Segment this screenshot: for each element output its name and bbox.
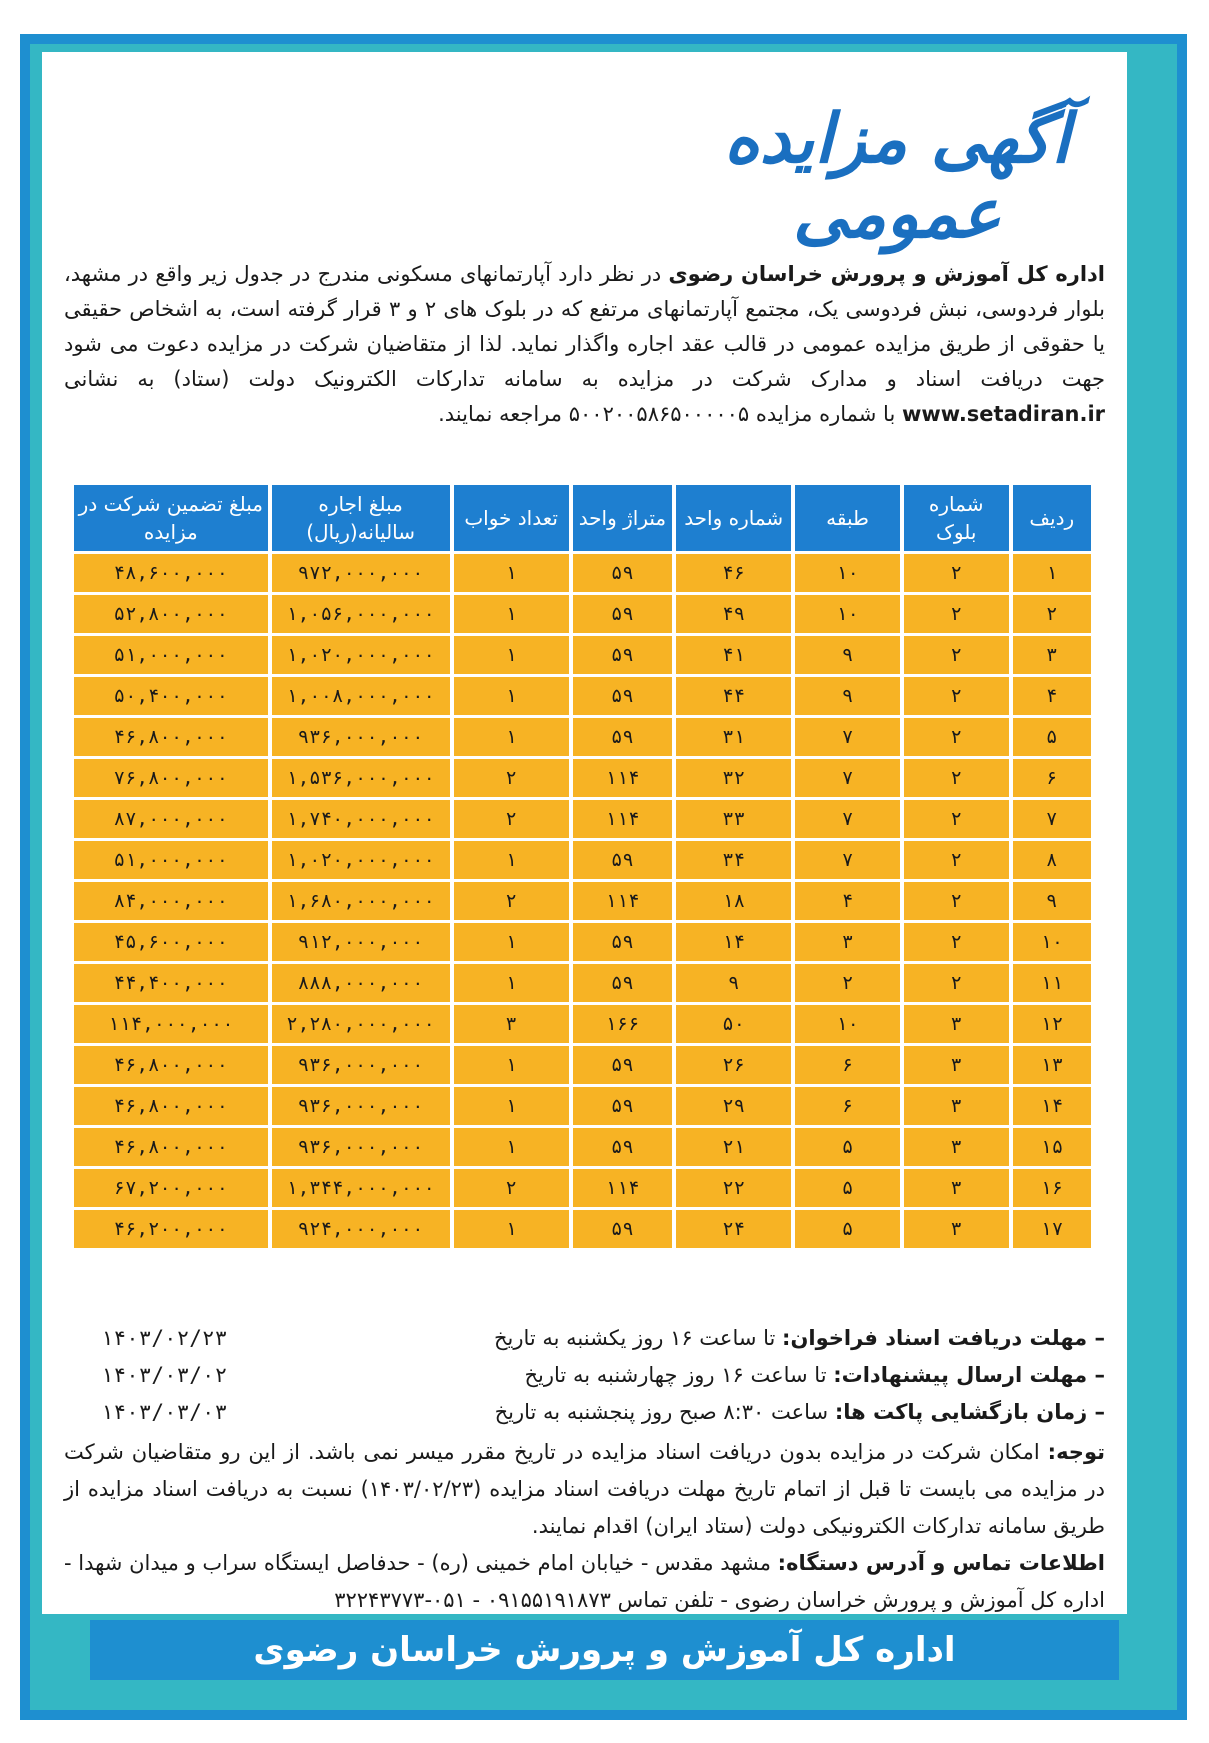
table-cell: ۴۵,۶۰۰,۰۰۰ xyxy=(74,923,268,961)
table-header-cell: مبلغ اجاره سالیانه(ریال) xyxy=(272,485,450,551)
table-cell: ۸۷,۰۰۰,۰۰۰ xyxy=(74,800,268,838)
deadline-row xyxy=(64,1394,1105,1431)
table-cell: ۱۱ xyxy=(1013,964,1091,1002)
table-cell: ۲ xyxy=(904,923,1009,961)
table-cell: ۸۴,۰۰۰,۰۰۰ xyxy=(74,882,268,920)
table-cell: ۲ xyxy=(1013,595,1091,633)
table-header-row xyxy=(74,485,1091,551)
table-cell: ۹۳۶,۰۰۰,۰۰۰ xyxy=(272,1046,450,1084)
intro-text-2: با شماره مزایده ۵۰۰۲۰۰۵۸۶۵۰۰۰۰۰۵ مراجعه نمایند. xyxy=(438,402,902,426)
table-cell: ۱ xyxy=(454,923,569,961)
table-cell: ۵۹ xyxy=(573,923,672,961)
notice-paragraph: توجه: امکان شرکت در مزایده بدون دریافت اسناد مزایده در تاریخ مقرر میسر نمی باشد. از این رو متقاضیان شرکت در مزایده می بایست تا قبل از اتمام تاریخ مهلت دریافت اسناد مزایده (۱۴۰۳/۰۲/۲۳) نسبت به دریافت اسناد مزایده از طریق سامانه تدارکات الکترونیکی دولت (ستاد ایران) اقدام نمایند. xyxy=(64,1440,1106,1538)
table-cell: ۱ xyxy=(454,841,569,879)
announcement-title: آگهی مزایده عمومی xyxy=(723,99,1071,254)
table-cell: ۵ xyxy=(1013,718,1091,756)
table-cell: ۹۳۶,۰۰۰,۰۰۰ xyxy=(272,1087,450,1125)
table-cell: ۱,۰۵۶,۰۰۰,۰۰۰ xyxy=(272,595,450,633)
table-cell: ۱۳ xyxy=(1013,1046,1091,1084)
table-cell: ۲ xyxy=(795,964,900,1002)
table-row xyxy=(74,1087,1091,1125)
table-row xyxy=(74,636,1091,674)
table-cell: ۵۹ xyxy=(573,1128,672,1166)
announcement-paper xyxy=(42,52,1127,1614)
table-cell: ۲۱ xyxy=(676,1128,791,1166)
table-cell: ۵۹ xyxy=(573,841,672,879)
table-cell: ۱۴ xyxy=(676,923,791,961)
table-cell: ۳۱ xyxy=(676,718,791,756)
table-cell: ۵۰,۴۰۰,۰۰۰ xyxy=(74,677,268,715)
table-cell: ۱ xyxy=(454,718,569,756)
table-cell: ۵ xyxy=(795,1210,900,1248)
table-row xyxy=(74,677,1091,715)
table-header-cell: طبقه xyxy=(795,485,900,551)
table-cell: ۲ xyxy=(904,718,1009,756)
table-cell: ۷۶,۸۰۰,۰۰۰ xyxy=(74,759,268,797)
table-cell: ۶ xyxy=(795,1046,900,1084)
table-cell: ۳ xyxy=(904,1046,1009,1084)
table-cell: ۲ xyxy=(454,1169,569,1207)
table-cell: ۴۶,۲۰۰,۰۰۰ xyxy=(74,1210,268,1248)
table-cell: ۱۸ xyxy=(676,882,791,920)
table-cell: ۲۲ xyxy=(676,1169,791,1207)
table-cell: ۵۹ xyxy=(573,677,672,715)
deadline-date: ۱۴۰۳/۰۳/۰۲ xyxy=(100,1363,228,1387)
table-cell: ۱۰ xyxy=(795,595,900,633)
table-cell: ۷ xyxy=(795,841,900,879)
table-cell: ۱۷ xyxy=(1013,1210,1091,1248)
table-cell: ۳۳ xyxy=(676,800,791,838)
table-row xyxy=(74,964,1091,1002)
deadline-date: ۱۴۰۳/۰۳/۰۳ xyxy=(100,1400,228,1424)
table-row xyxy=(74,800,1091,838)
website-link[interactable]: www.setadiran.ir xyxy=(901,402,1105,426)
table-cell: ۲ xyxy=(904,759,1009,797)
table-cell: ۱,۵۳۶,۰۰۰,۰۰۰ xyxy=(272,759,450,797)
table-cell: ۱۱۴ xyxy=(573,800,672,838)
table-cell: ۷ xyxy=(795,759,900,797)
table-body xyxy=(74,554,1091,1248)
table-cell: ۴۶,۸۰۰,۰۰۰ xyxy=(74,1046,268,1084)
table-cell: ۲ xyxy=(904,964,1009,1002)
table-cell: ۱ xyxy=(454,677,569,715)
table-cell: ۱,۷۴۰,۰۰۰,۰۰۰ xyxy=(272,800,450,838)
table-cell: ۸۸۸,۰۰۰,۰۰۰ xyxy=(272,964,450,1002)
table-cell: ۸ xyxy=(1013,841,1091,879)
table-cell: ۲۶ xyxy=(676,1046,791,1084)
table-cell: ۱ xyxy=(454,1128,569,1166)
table-row xyxy=(74,1169,1091,1207)
intro-text-1: در نظر دارد آپارتمانهای مسکونی مندرج در جدول زیر واقع در مشهد، بلوار فردوسی، نبش فردوسی یک، مجتمع آپارتمانهای مرتفع که در بلوک های ۲ و ۳ قرار گرفته است، به اشخاص حقیقی یا حقوقی از طریق مزایده عمومی در قالب عقد اجاره واگذار نماید. لذا از متقاضیان شرکت در مزایده دعوت می شود جهت دریافت اسناد و مدارک شرکت در مزایده به سامانه تدارکات الکترونیک دولت (ستاد) به نشانی xyxy=(64,262,1105,391)
deadline-row xyxy=(64,1320,1105,1357)
table-cell: ۵ xyxy=(795,1128,900,1166)
table-cell: ۴۱ xyxy=(676,636,791,674)
table-cell: ۱۵ xyxy=(1013,1128,1091,1166)
table-cell: ۴۶ xyxy=(676,554,791,592)
table-cell: ۳۴ xyxy=(676,841,791,879)
table-cell: ۱۱۴ xyxy=(573,882,672,920)
table-header-cell: تعداد خواب xyxy=(454,485,569,551)
table-cell: ۳ xyxy=(795,923,900,961)
table-row xyxy=(74,923,1091,961)
table-cell: ۱,۰۰۸,۰۰۰,۰۰۰ xyxy=(272,677,450,715)
table-cell: ۵۹ xyxy=(573,964,672,1002)
table-cell: ۴۴ xyxy=(676,677,791,715)
table-cell: ۵ xyxy=(795,1169,900,1207)
table-cell: ۱,۶۸۰,۰۰۰,۰۰۰ xyxy=(272,882,450,920)
table-cell: ۲ xyxy=(904,800,1009,838)
table-cell: ۵۹ xyxy=(573,636,672,674)
table-cell: ۱ xyxy=(454,554,569,592)
table-cell: ۲ xyxy=(904,554,1009,592)
table-row xyxy=(74,595,1091,633)
table-cell: ۹ xyxy=(795,636,900,674)
table-cell: ۴۶,۸۰۰,۰۰۰ xyxy=(74,1128,268,1166)
intro-paragraph xyxy=(64,257,1105,432)
table-cell: ۳ xyxy=(1013,636,1091,674)
table-cell: ۱ xyxy=(454,1210,569,1248)
table-cell: ۱ xyxy=(454,636,569,674)
table-cell: ۹ xyxy=(676,964,791,1002)
table-cell: ۵۹ xyxy=(573,554,672,592)
table-cell: ۴۴,۴۰۰,۰۰۰ xyxy=(74,964,268,1002)
notes-section xyxy=(64,1434,1105,1619)
table-cell: ۲ xyxy=(904,636,1009,674)
table-cell: ۱۱۴ xyxy=(573,1169,672,1207)
table-cell: ۹۷۲,۰۰۰,۰۰۰ xyxy=(272,554,450,592)
table-cell: ۴ xyxy=(1013,677,1091,715)
table-cell: ۴۶,۸۰۰,۰۰۰ xyxy=(74,1087,268,1125)
table-cell: ۹ xyxy=(1013,882,1091,920)
table-cell: ۲ xyxy=(904,595,1009,633)
table-row xyxy=(74,759,1091,797)
table-cell: ۳۲ xyxy=(676,759,791,797)
table-cell: ۱۱۴,۰۰۰,۰۰۰ xyxy=(74,1005,268,1043)
auction-table-wrap xyxy=(70,482,1095,1251)
table-cell: ۲ xyxy=(454,759,569,797)
table-cell: ۱,۳۴۴,۰۰۰,۰۰۰ xyxy=(272,1169,450,1207)
deadline-date: ۱۴۰۳/۰۲/۲۳ xyxy=(100,1326,228,1350)
table-cell: ۳ xyxy=(904,1005,1009,1043)
footer-banner: اداره کل آموزش و پرورش خراسان رضوی xyxy=(90,1620,1119,1680)
table-cell: ۵۹ xyxy=(573,595,672,633)
table-row xyxy=(74,841,1091,879)
table-header-cell: مبلغ تضمین شرکت در مزایده xyxy=(74,485,268,551)
table-row xyxy=(74,1210,1091,1248)
table-cell: ۴۸,۶۰۰,۰۰۰ xyxy=(74,554,268,592)
table-cell: ۵۲,۸۰۰,۰۰۰ xyxy=(74,595,268,633)
table-cell: ۱ xyxy=(454,595,569,633)
table-cell: ۶ xyxy=(795,1087,900,1125)
table-cell: ۲ xyxy=(904,882,1009,920)
table-cell: ۲,۲۸۰,۰۰۰,۰۰۰ xyxy=(272,1005,450,1043)
table-cell: ۶ xyxy=(1013,759,1091,797)
table-cell: ۱۰ xyxy=(795,554,900,592)
table-header-cell: ردیف xyxy=(1013,485,1091,551)
table-cell: ۱۰ xyxy=(1013,923,1091,961)
table-cell: ۲ xyxy=(904,841,1009,879)
table-cell: ۹ xyxy=(795,677,900,715)
table-row xyxy=(74,1005,1091,1043)
table-cell: ۹۱۲,۰۰۰,۰۰۰ xyxy=(272,923,450,961)
table-cell: ۲۹ xyxy=(676,1087,791,1125)
table-cell: ۱,۰۲۰,۰۰۰,۰۰۰ xyxy=(272,636,450,674)
contact-paragraph: اطلاعات تماس و آدرس دستگاه: مشهد مقدس - خیابان امام خمینی (ره) - حدفاصل ایستگاه سراب و میدان شهدا - اداره کل آموزش و پرورش خراسان رضوی - تلفن تماس ۰۹۱۵۵۱۹۱۸۷۳ - ۰۵۱-۳۲۲۴۳۷۷۳ xyxy=(64,1551,1105,1612)
table-cell: ۱۴ xyxy=(1013,1087,1091,1125)
table-header-cell: متراژ واحد xyxy=(573,485,672,551)
table-cell: ۵۱,۰۰۰,۰۰۰ xyxy=(74,841,268,879)
table-row xyxy=(74,1128,1091,1166)
table-cell: ۱۲ xyxy=(1013,1005,1091,1043)
table-header-cell: شماره واحد xyxy=(676,485,791,551)
deadline-text: – مهلت دریافت اسناد فراخوان: تا ساعت ۱۶ روز یکشنبه به تاریخ xyxy=(493,1326,1105,1350)
table-cell: ۱۶۶ xyxy=(573,1005,672,1043)
table-cell: ۲ xyxy=(454,800,569,838)
table-cell: ۱۱۴ xyxy=(573,759,672,797)
table-cell: ۷ xyxy=(1013,800,1091,838)
table-cell: ۹۲۴,۰۰۰,۰۰۰ xyxy=(272,1210,450,1248)
auction-table xyxy=(70,482,1095,1251)
table-cell: ۹۳۶,۰۰۰,۰۰۰ xyxy=(272,1128,450,1166)
table-cell: ۳ xyxy=(454,1005,569,1043)
table-cell: ۵۰ xyxy=(676,1005,791,1043)
table-cell: ۳ xyxy=(904,1210,1009,1248)
table-cell: ۱ xyxy=(454,1087,569,1125)
table-header-cell: شماره بلوک xyxy=(904,485,1009,551)
table-cell: ۲ xyxy=(904,677,1009,715)
table-cell: ۷ xyxy=(795,800,900,838)
table-cell: ۴۶,۸۰۰,۰۰۰ xyxy=(74,718,268,756)
table-cell: ۱۰ xyxy=(795,1005,900,1043)
deadline-text: – زمان بازگشایی پاکت ها: ساعت ۸:۳۰ صبح روز پنجشنبه به تاریخ xyxy=(494,1400,1105,1424)
table-cell: ۱۶ xyxy=(1013,1169,1091,1207)
deadlines xyxy=(64,1320,1105,1431)
table-cell: ۳ xyxy=(904,1169,1009,1207)
table-cell: ۵۱,۰۰۰,۰۰۰ xyxy=(74,636,268,674)
deadline-text: – مهلت ارسال پیشنهادات: تا ساعت ۱۶ روز چهارشنبه به تاریخ xyxy=(524,1363,1105,1387)
table-cell: ۱,۰۲۰,۰۰۰,۰۰۰ xyxy=(272,841,450,879)
table-cell: ۶۷,۲۰۰,۰۰۰ xyxy=(74,1169,268,1207)
table-row xyxy=(74,554,1091,592)
table-cell: ۱ xyxy=(454,964,569,1002)
table-cell: ۱ xyxy=(454,1046,569,1084)
table-cell: ۷ xyxy=(795,718,900,756)
deadline-row xyxy=(64,1357,1105,1394)
table-cell: ۳ xyxy=(904,1087,1009,1125)
table-row xyxy=(74,1046,1091,1084)
table-row xyxy=(74,882,1091,920)
table-cell: ۹۳۶,۰۰۰,۰۰۰ xyxy=(272,718,450,756)
table-row xyxy=(74,718,1091,756)
table-cell: ۵۹ xyxy=(573,718,672,756)
table-cell: ۲۴ xyxy=(676,1210,791,1248)
table-cell: ۴ xyxy=(795,882,900,920)
table-cell: ۴۹ xyxy=(676,595,791,633)
table-cell: ۵۹ xyxy=(573,1046,672,1084)
table-cell: ۱ xyxy=(1013,554,1091,592)
table-cell: ۳ xyxy=(904,1128,1009,1166)
organization-name: اداره کل آموزش و پرورش خراسان رضوی xyxy=(668,262,1105,286)
table-cell: ۲ xyxy=(454,882,569,920)
table-cell: ۵۹ xyxy=(573,1087,672,1125)
table-cell: ۵۹ xyxy=(573,1210,672,1248)
